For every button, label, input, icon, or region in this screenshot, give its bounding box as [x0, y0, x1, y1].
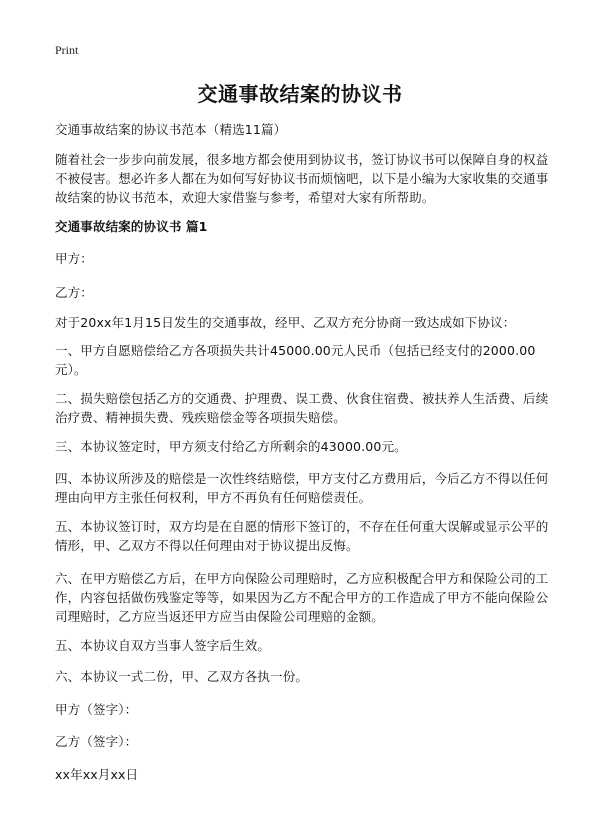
clause-5: 五、本协议签订时，双方均是在自愿的情形下签订的，不存在任何重大误解或显示公平的情形，甲、乙双方不得以任何理由对于协议提出反悔。	[55, 519, 549, 553]
clause-2: 二、损失赔偿包括乙方的交通费、护理费、误工费、伙食住宿费、被扶养人生活费、后续治疗费、精神损失费、残疾赔偿金等各项损失赔偿。	[55, 391, 549, 425]
signature-date: xx年xx月xx日	[55, 767, 139, 782]
intro-paragraph: 随着社会一步步向前发展，很多地方都会使用到协议书，签订协议书可以保障自身的权益不被侵害。想必许多人都在为如何写好协议书而烦恼吧，以下是小编为大家收集的交通事故结案的协议书范本，欢迎大家借鉴与参考，希望对大家有所帮助。	[55, 152, 549, 205]
clause-preamble: 对于20xx年1月15日发生的交通事故，经甲、乙双方充分协商一致达成如下协议：	[55, 315, 516, 330]
clause-1: 一、甲方自愿赔偿给乙方各项损失共计45000.00元人民币（包括已经支付的2000.00元）。	[55, 343, 536, 377]
print-link[interactable]: Print	[55, 43, 79, 57]
section-heading: 交通事故结案的协议书 篇1	[55, 219, 208, 234]
party-a-line: 甲方：	[55, 251, 93, 266]
clause-3: 三、本协议签定时，甲方须支付给乙方所剩余的43000.00元。	[55, 439, 407, 454]
signature-party-b: 乙方（签字）：	[55, 734, 138, 749]
document-subtitle: 交通事故结案的协议书范本（精选11篇）	[55, 122, 287, 137]
clause-8: 六、本协议一式二份，甲、乙双方各执一份。	[55, 669, 309, 684]
clause-7: 五、本协议自双方当事人签字后生效。	[55, 638, 271, 653]
clause-6: 六、在甲方赔偿乙方后，在甲方向保险公司理赔时，乙方应积极配合甲方和保险公司的工作，内容包括做伤残鉴定等等，如果因为乙方不配合甲方的工作造成了甲方不能向保险公司理赔时，乙方应当返还甲方应当由保险公司理赔的金额。	[55, 571, 549, 624]
party-b-line: 乙方：	[55, 285, 93, 300]
signature-party-a: 甲方（签字）：	[55, 702, 138, 717]
document-title: 交通事故结案的协议书	[197, 82, 403, 106]
clause-4: 四、本协议所涉及的赔偿是一次性终结赔偿，甲方支付乙方费用后，今后乙方不得以任何理由向甲方主张任何权利，甲方不再负有任何赔偿责任。	[55, 471, 549, 505]
